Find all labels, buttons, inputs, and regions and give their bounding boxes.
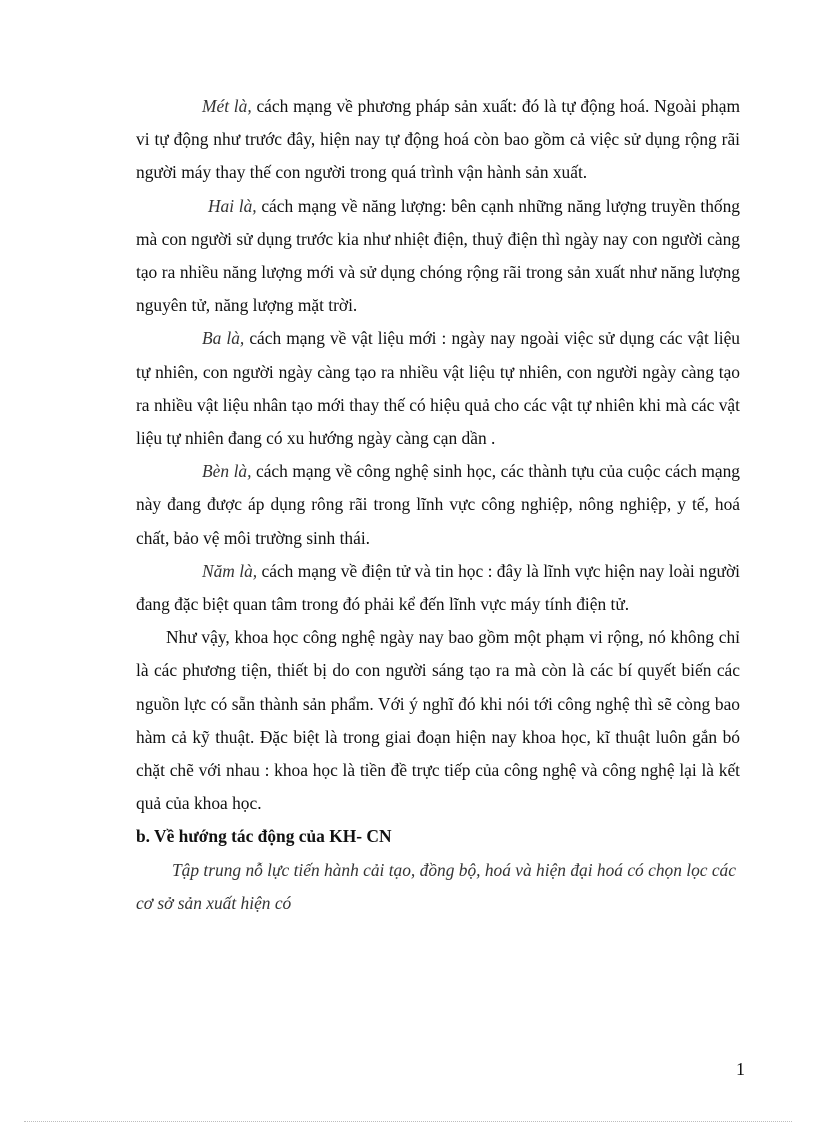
paragraph-lead: Mét là, [202, 96, 252, 116]
paragraph-ba-la [136, 322, 740, 455]
page-number: 1 [736, 1059, 745, 1079]
paragraph-text: cách mạng về vật liệu mới : ngày nay ngoài việc sử dụng các vật liệu tự nhiên, con người ngày càng tạo ra nhiều vật liệu tự nhiên, con người ngày càng tạo ra nhiều vật liệu nhân tạo mới thay thế có hiệu quả cho các vật tự nhiên khi mà các vật liệu tự nhiên đang có xu hướng ngày càng cạn dần . [136, 328, 740, 449]
paragraph-summary [136, 621, 740, 820]
paragraph-lead: Hai là, [208, 195, 257, 216]
paragraph-nam-la [136, 555, 740, 621]
italic-paragraph: Tập trung nỗ lực tiến hành cải tạo, đồng bộ, hoá và hiện đại hoá có chọn lọc các cơ sở sản xuất hiện có [136, 859, 736, 913]
page-bottom-divider [24, 1121, 792, 1122]
paragraph-text: cách mạng về điện tử và tin học : đây là lĩnh vực hiện nay loài người đang đặc biệt quan tâm trong đó phải kể đến lĩnh vực máy tính điện tử. [136, 560, 740, 615]
paragraph-text: cách mạng về phương pháp sản xuất: đó là tự động hoá. Ngoài phạm vi tự động như trước đây, hiện nay tự động hoá còn bao gồm cả việc sử dụng rộng rãi người máy thay thế con người trong quá trình vận hành sản xuất. [136, 96, 740, 183]
paragraph-text: Như vậy, khoa học công nghệ ngày nay bao gồm một phạm vi rộng, nó không chỉ là các phương tiện, thiết bị do con người sáng tạo ra mà còn là các bí quyết biến các nguồn lực có sẵn thành sản phẩm. Với ý nghĩ đó khi nói tới công nghệ thì sẽ còng bao hàm cả kỹ thuật. Đặc biệt là trong giai đoạn hiện nay khoa học, kĩ thuật luôn gắn bó chặt chẽ với nhau : khoa học là tiền đề trực tiếp của công nghệ và công nghệ lại là kết quả của khoa học. [136, 627, 740, 814]
section-heading: b. Về hướng tác động của KH- CN [136, 826, 392, 847]
paragraph-mot-la [136, 90, 740, 190]
paragraph-bon-la [136, 455, 740, 555]
paragraph-lead: Ba là, [202, 328, 245, 349]
paragraph-lead: Bèn là, [202, 461, 252, 482]
document-body [136, 90, 740, 920]
paragraph-hai-la [136, 190, 740, 323]
paragraph-text: cách mạng về năng lượng: bên cạnh những năng lượng truyền thống mà con người sử dụng trước kia như nhiệt điện, thuỷ điện thì ngày nay con người càng tạo ra nhiều năng lượng mới và sử dụng chóng rộng rãi trong sản xuất như năng lượng nguyên tử, năng lượng mặt trời. [136, 195, 740, 316]
paragraph-lead: Năm là, [202, 560, 258, 581]
paragraph-text: cách mạng về công nghệ sinh học, các thành tựu của cuộc cách mạng này đang được áp dụng rông rãi trong lĩnh vực công nghiệp, nông nghiệp, y tế, hoá chất, bảo vệ môi trường sinh thái. [136, 461, 740, 548]
